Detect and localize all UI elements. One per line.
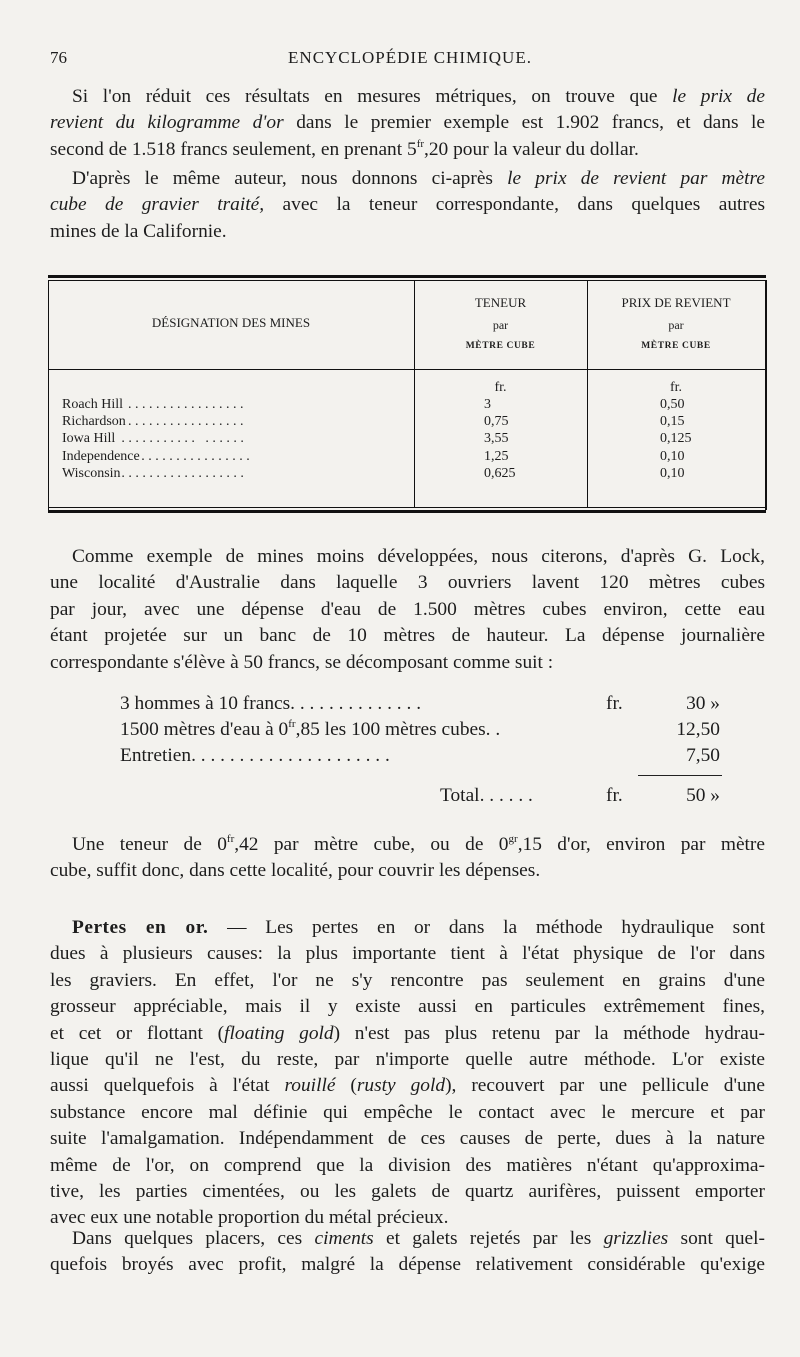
p6-line-1: Dans quelques placers, ces ciments et galets rejetés par les grizzlies sont quel-: [72, 1228, 765, 1249]
running-title: ENCYCLOPÉDIE CHIMIQUE.: [288, 48, 532, 67]
col-header-prix: PRIX DE REVIENT: [621, 295, 731, 310]
p2-line-3: mines de la Californie.: [50, 220, 227, 242]
unit-teneur: fr.: [494, 380, 507, 395]
p3-line-3: par jour, avec une dépense d'eau de 1.500 mètres cubes environ, cette eau: [50, 598, 765, 620]
p2-line-2: cube de gravier traité, avec la teneur correspondante, dans quelques autres: [50, 194, 766, 216]
p5-line-10: même de l'or, on comprend que la division des matières n'étant qu'approxima-: [50, 1154, 765, 1176]
p5-line-3: les graviers. En effet, l'or ne s'y rencontre pas seulement en grains d'une: [50, 969, 765, 991]
teneur-value: 0,625: [484, 465, 516, 481]
p5-line-1: Pertes en or. — Les pertes en or dans la méthode hydraulique sont: [72, 917, 765, 938]
p2-line-1: D'après le même auteur, nous donnons ci-après le prix de revient par mètre: [72, 168, 765, 189]
leader-dots: . . . . . . . . . . . . . . . .: [141, 448, 250, 464]
teneur-value: 0,75: [484, 414, 509, 430]
cost-label: Entretien. . . . . . . . . . . . . . . . . . . . .: [120, 745, 390, 766]
cost-amount: 30 »: [686, 693, 720, 714]
p4-line-1: Une teneur de $0^{fr},42$ par mètre cube, ou de $0^{gr},15$ d'or, environ par mètre: [72, 833, 765, 855]
table-bottom-rule-thin: [48, 507, 766, 508]
total-label: Total. . . . . .: [440, 785, 533, 806]
cost-row-labour: [120, 693, 720, 719]
mine-name: Roach Hill: [62, 397, 124, 412]
leader-dots: . . . . . . . . . . . . . . . . .: [121, 431, 244, 447]
col-header-prix-par: par: [668, 318, 684, 332]
p3-line-1: Comme exemple de mines moins développées, nous citerons, d'après G. Lock,: [72, 546, 765, 567]
mine-name: Richardson: [62, 414, 126, 430]
cost-row-maintenance: [120, 745, 720, 771]
cost-label: 3 hommes à 10 francs. . . . . . . . . . . . . .: [120, 693, 422, 714]
leader-dots: . . . . . . . . . . . . . . . . .: [128, 397, 244, 412]
teneur-value: 3: [484, 397, 491, 412]
paragraph-3: [50, 544, 765, 676]
p3-line-4: étant projetée sur un banc de 10 mètres de hauteur. La dépense journalière: [50, 625, 765, 647]
table-top-rule: [48, 275, 766, 278]
paragraph-2: [50, 166, 765, 245]
total-amount: 50 »: [686, 785, 720, 806]
p5-line-9: suite l'amalgamation. Indépendamment de ces causes de perte, dues à la nature: [50, 1128, 765, 1150]
p5-line-6: lique qu'il ne l'est, du reste, par n'importe quelle autre méthode. L'or existe: [50, 1049, 765, 1071]
teneur-value: 1,25: [484, 448, 509, 464]
cost-row-water: [120, 719, 720, 745]
prix-value: 0,50: [660, 397, 685, 412]
p3-line-5: correspondante s'élève à 50 francs, se décomposant comme suit :: [50, 651, 554, 673]
table-bottom-rule: [48, 510, 766, 513]
p5-line-8: substance encore mal définie qui empêche le contact avec le mercure et par: [50, 1101, 765, 1123]
cost-amount: 12,50: [676, 719, 720, 740]
table-header-rule: [48, 369, 766, 370]
prix-value: 0,10: [660, 448, 685, 464]
leader-dots: . . . . . . . . . . . . . . . . . .: [121, 465, 244, 481]
p5-line-11: tive, les parties cimentées, ou les galets de quartz aurifères, puissent emporter: [50, 1181, 765, 1203]
page-header: [50, 48, 770, 72]
section-heading: Pertes en or.: [72, 917, 209, 938]
total-currency: fr.: [606, 785, 623, 806]
cost-label: 1500 mètres d'eau à $0^{fr},85$ les 100 mètres cubes. .: [120, 718, 501, 740]
prix-value: 0,15: [660, 414, 685, 430]
cost-breakdown: [120, 693, 720, 823]
page-number: 76: [50, 48, 67, 67]
p5-line-5: et cet or flottant (floating gold) n'est pas plus retenu par la méthode hydrau-: [50, 1022, 765, 1044]
cost-row-total: [120, 785, 720, 811]
prix-value: 0,10: [660, 465, 685, 481]
p5-line-12: avec eux une notable proportion du métal précieux.: [50, 1207, 449, 1229]
cost-currency: fr.: [606, 693, 623, 714]
col-header-teneur: TENEUR: [474, 295, 527, 310]
table-right-border: [765, 280, 767, 510]
p5-line-7: aussi quelquefois à l'état rouillé (rusty gold), recouvert par une pellicule d'une: [50, 1075, 765, 1097]
mine-name: Iowa Hill: [62, 431, 116, 447]
prix-value: 0,125: [660, 431, 692, 447]
p3-line-2: une localité d'Australie dans laquelle 3 ouvriers lavent 120 mètres cubes: [50, 572, 765, 594]
paragraph-4: [50, 832, 765, 885]
p6-line-2: quefois broyés avec profit, malgré la dépense relativement considérable qu'exige: [50, 1254, 765, 1276]
mines-table: [48, 275, 766, 515]
p1-line-1: Si l'on réduit ces résultats en mesures métriques, on trouve que le prix de: [72, 86, 765, 107]
unit-prix: fr.: [669, 380, 683, 395]
p5-line-2: dues à plusieurs causes: la plus importante tient à l'état physique de l'or dans: [50, 943, 765, 965]
sum-rule: [638, 775, 722, 776]
p5-line-4: grosseur appréciable, mais il y existe aussi en particules extrêmement fines,: [50, 996, 765, 1018]
mine-name: Wisconsin: [62, 465, 121, 481]
table-top-rule-thin: [48, 280, 766, 281]
col-header-teneur-par: par: [492, 318, 509, 332]
p1-line-3: second de 1.518 francs seulement, en prenant $5^{fr},20$ pour la valeur du dollar.: [50, 137, 639, 160]
paragraph-1: [50, 84, 765, 163]
col-header-prix-unit: MÈTRE CUBE: [641, 341, 711, 351]
paragraph-5: [50, 915, 765, 1232]
col-header-designation: DÉSIGNATION DES MINES: [151, 315, 311, 330]
p4-line-2: cube, suffit donc, dans cette localité, pour couvrir les dépenses.: [50, 860, 541, 882]
cost-amount: 7,50: [686, 745, 720, 766]
leader-dots: . . . . . . . . . . . . . . . . .: [128, 414, 244, 430]
paragraph-6: [50, 1226, 765, 1279]
teneur-value: 3,55: [484, 431, 509, 447]
p1-line-2: revient du kilogramme d'or dans le premier exemple est 1.902 francs, et dans le: [50, 112, 765, 134]
mine-name: Independence: [62, 448, 140, 464]
col-header-teneur-unit: MÈTRE CUBE: [465, 341, 536, 351]
